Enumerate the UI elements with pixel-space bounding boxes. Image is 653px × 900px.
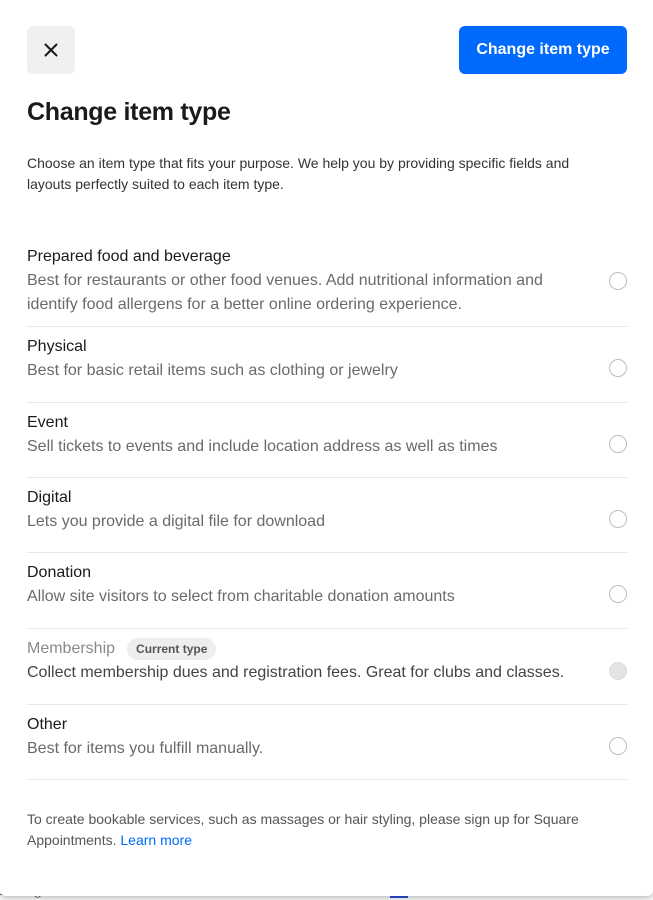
footer-note bbox=[27, 809, 617, 851]
item-type-options bbox=[27, 235, 627, 780]
option-title: Event bbox=[27, 414, 68, 431]
footer-text: To create bookable services, such as massages or hair styling, please sign up for Square Appointments. bbox=[27, 811, 579, 848]
option-physical[interactable] bbox=[27, 327, 627, 403]
option-description: Allow site visitors to select from charitable donation amounts bbox=[27, 588, 455, 605]
radio-icon[interactable] bbox=[609, 359, 627, 377]
option-title: Digital bbox=[27, 489, 72, 506]
option-description: Sell tickets to events and include location address as well as times bbox=[27, 438, 498, 455]
option-other[interactable] bbox=[27, 705, 627, 780]
radio-icon[interactable] bbox=[609, 272, 627, 290]
current-type-badge: Current type bbox=[127, 638, 216, 660]
dialog-title: Change item type bbox=[27, 98, 231, 126]
change-item-type-button[interactable]: Change item type bbox=[459, 26, 627, 74]
option-description: Best for items you fulfill manually. bbox=[27, 740, 264, 757]
option-digital[interactable] bbox=[27, 478, 627, 553]
radio-icon[interactable] bbox=[609, 435, 627, 453]
radio-icon[interactable] bbox=[609, 510, 627, 528]
radio-icon[interactable] bbox=[609, 737, 627, 755]
radio-icon bbox=[609, 662, 627, 680]
option-title: Donation bbox=[27, 564, 92, 581]
option-membership bbox=[27, 629, 627, 705]
option-description: Lets you provide a digital file for download bbox=[27, 513, 325, 530]
option-title: Membership bbox=[27, 640, 116, 657]
option-title-row bbox=[27, 629, 627, 661]
option-title: Other bbox=[27, 716, 68, 733]
option-description: Collect membership dues and registration fees. Great for clubs and classes. bbox=[27, 664, 565, 681]
close-button[interactable] bbox=[27, 26, 75, 74]
radio-icon[interactable] bbox=[609, 585, 627, 603]
option-description: Best for restaurants or other food venues. Add nutritional information and identify food allergens for a better online ordering experience. bbox=[27, 272, 543, 313]
option-title: Prepared food and beverage bbox=[27, 248, 231, 265]
learn-more-link[interactable]: Learn more bbox=[120, 832, 192, 848]
option-prepared-food-and-beverage[interactable] bbox=[27, 235, 627, 327]
dialog-description: Choose an item type that fits your purpose. We help you by providing specific fields and layouts perfectly suited to each item type. bbox=[27, 155, 570, 192]
option-title: Physical bbox=[27, 338, 87, 355]
option-donation[interactable] bbox=[27, 553, 627, 629]
option-description: Best for basic retail items such as clothing or jewelry bbox=[27, 362, 398, 379]
option-event[interactable] bbox=[27, 403, 627, 478]
close-icon bbox=[44, 43, 58, 57]
